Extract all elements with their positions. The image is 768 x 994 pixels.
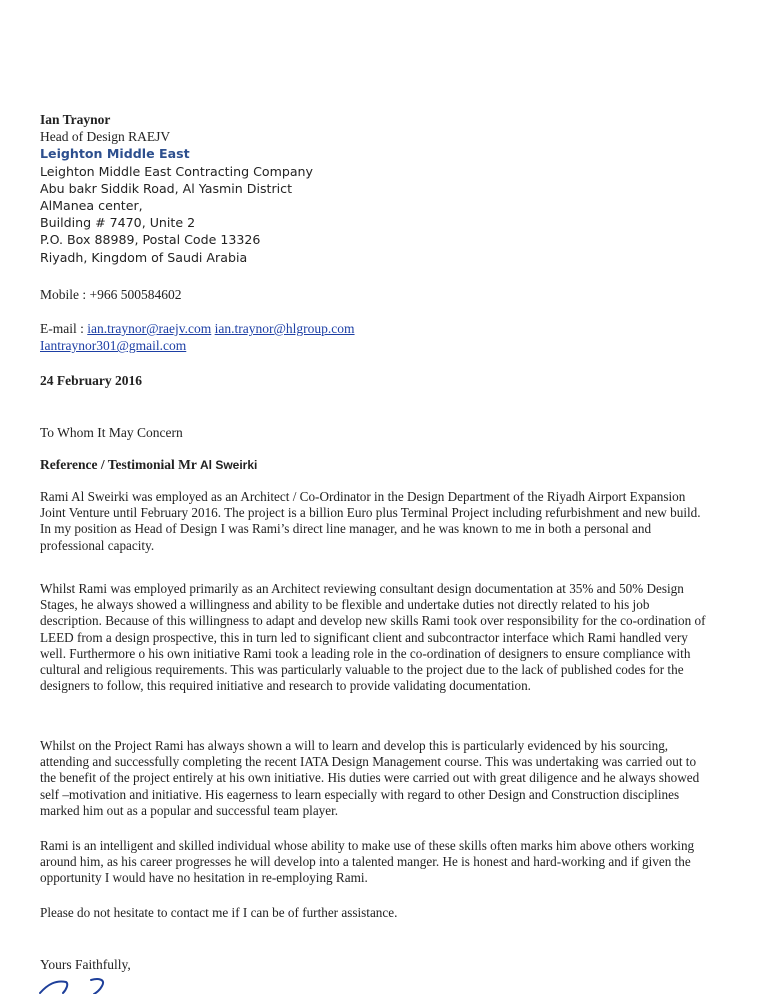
sender-address-block [40, 111, 500, 266]
email-label: E-mail : [40, 321, 84, 336]
letter-date: 24 February 2016 [40, 373, 142, 388]
subject-line [40, 457, 257, 473]
sender-title: Head of Design RAEJV [40, 129, 171, 145]
closing-line: Yours Faithfully, [40, 957, 131, 972]
subject-name: Al Sweirki [199, 458, 258, 472]
body-paragraph-2: Whilst Rami was employed primarily as an Architect reviewing consultant design documentation at 35% and 50% Design Stages, he always showed a willingness and ability to be flexible and undertake duties not directly related to his job description. Because of this willingness to adapt and develop new skills Rami took over responsibility for the co-ordination of LEED from a design prospective, this in turn led to significant client and subcontractor interface which Rami handled very well. Furthermore o his own initiative Rami took a leading role in the co-ordination of designers to ensure compliance with cultural and religious requirements. This was particularly valuable to the project due to the lack of published codes for the designers to follow, this required initiative and research to provide validating documentation. [40, 581, 706, 694]
email-line-2 [40, 337, 355, 354]
address-center: AlManea center, [40, 198, 143, 214]
email-link-gmail[interactable]: Iantraynor301@gmail.com [40, 338, 187, 354]
address-po-box: P.O. Box 88989, Postal Code 13326 [40, 232, 261, 248]
body-paragraph-3: Whilst on the Project Rami has always shown a will to learn and develop this is particularly evidenced by his sourcing, attending and successfully completing the recent IATA Design Management course. This was undertaking was carried out to the benefit of the project entirely at his own initiative. His duties were carried out with great diligence and he always showed self –motivation and initiative. His eagerness to learn especially with regard to other Design and Construction disciplines marked him out as a popular and successful team player. [40, 738, 700, 818]
body-paragraph-5: Please do not hesitate to contact me if I can be of further assistance. [40, 905, 398, 920]
email-link-hlgroup[interactable]: ian.traynor@hlgroup.com [214, 321, 355, 336]
address-city: Riyadh, Kingdom of Saudi Arabia [40, 249, 248, 265]
mobile-line [40, 286, 182, 303]
sender-name: Ian Traynor [40, 112, 111, 127]
email-line-1 [40, 320, 355, 337]
salutation: To Whom It May Concern [40, 425, 183, 440]
mobile-number: Mobile : +966 500584602 [40, 287, 182, 302]
company-full-name: Leighton Middle East Contracting Company [40, 163, 313, 179]
address-road: Abu bakr Siddik Road, Al Yasmin District [40, 180, 293, 196]
address-building: Building # 7470, Unite 2 [40, 215, 196, 231]
email-link-raejv[interactable]: ian.traynor@raejv.com [87, 321, 212, 336]
body-paragraph-4: Rami is an intelligent and skilled individual whose ability to make use of these skills often marks him above others working around him, as his career progresses he will develop into a talented manger. He is honest and hard-working and if given the opportunity I would have no hesitation in re-employing Rami. [40, 838, 695, 886]
subject-prefix: Reference / Testimonial Mr [40, 457, 197, 472]
company-heading: Leighton Middle East [40, 146, 190, 162]
body-paragraph-1: Rami Al Sweirki was employed as an Architect / Co-Ordinator in the Design Department of the Riyadh Airport Expansion Joint Venture until February 2016. The project is a billion Euro plus Terminal Project including refurbishment and new build. In my position as Head of Design I was Rami’s direct line manager, and he was known to me in both a personal and professional capacity. [40, 489, 701, 553]
email-block [40, 320, 355, 354]
signature-image [36, 976, 126, 994]
